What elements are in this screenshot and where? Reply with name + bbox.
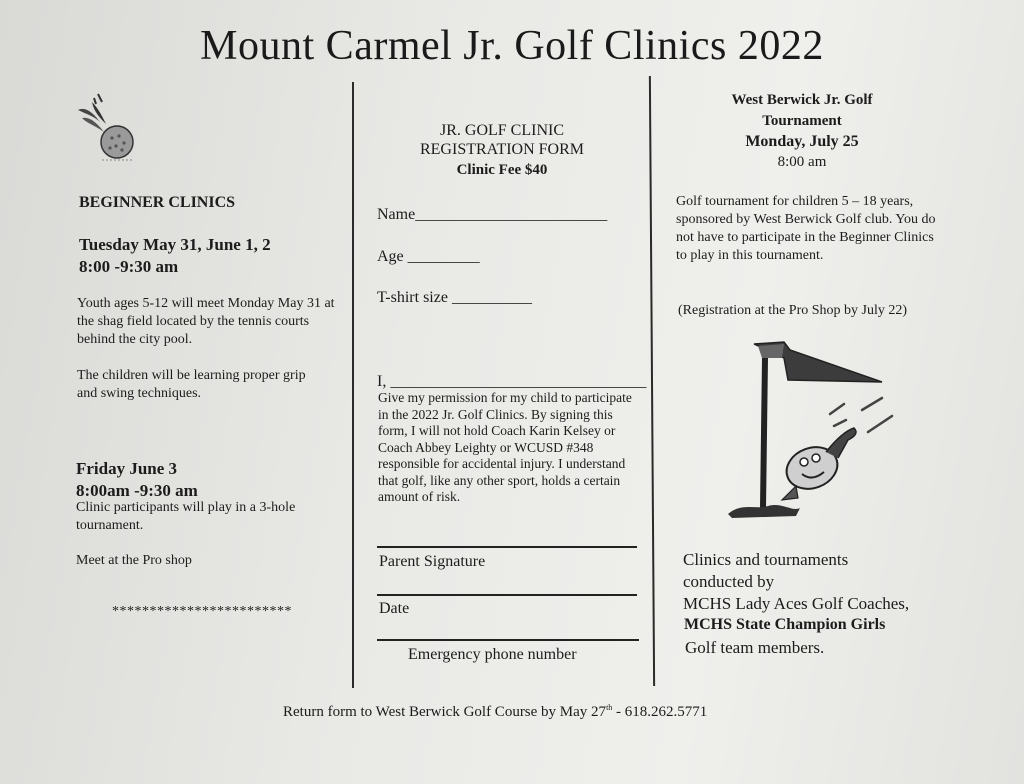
registration-heading-1: JR. GOLF CLINIC <box>439 122 564 139</box>
date-line[interactable] <box>377 594 637 596</box>
column-divider-right <box>649 76 655 686</box>
left-stars-divider: ************************ <box>112 604 292 619</box>
date-label: Date <box>379 600 410 617</box>
emergency-phone-label: Emergency phone number <box>408 646 577 663</box>
left-para-meet: Meet at the Pro shop <box>76 553 192 568</box>
left-para-technique: The children will be learning proper grip and swing techniques. <box>77 368 306 401</box>
return-instructions <box>283 703 707 721</box>
page-title: Mount Carmel Jr. Golf Clinics 2022 <box>200 23 824 69</box>
credits-line-1: Clinics and tournaments <box>683 550 849 569</box>
left-para-youth: Youth ages 5-12 will meet Monday May 31 at the shag field located by the tennis courts behind the city pool. <box>77 296 335 347</box>
column-divider-left <box>352 82 354 688</box>
tshirt-size-field[interactable]: T-shirt size __________ <box>377 289 532 306</box>
left-para-tournament: Clinic participants will play in a 3-hole tournament. <box>76 500 296 533</box>
credits-line-5: Golf team members. <box>685 638 825 657</box>
credits-line-4: MCHS State Champion Girls <box>684 616 886 633</box>
return-date-suffix: th <box>606 703 613 712</box>
session1-dates: Tuesday May 31, June 1, 2 <box>79 235 271 254</box>
return-instructions-text: Return form to West Berwick Golf Course by May 27 <box>283 704 607 720</box>
tournament-heading-2: Tournament <box>762 113 842 129</box>
guardian-name-field[interactable]: I, ________________________________ <box>377 373 647 390</box>
registration-heading-2: REGISTRATION FORM <box>419 141 584 158</box>
tournament-date: Monday, July 25 <box>745 133 859 150</box>
return-phone: - 618.262.5771 <box>612 704 708 720</box>
beginner-clinics-heading: BEGINNER CLINICS <box>79 194 236 211</box>
golf-flag-ball-icon <box>722 336 902 522</box>
credits-line-2: conducted by <box>683 572 775 591</box>
session2-date: Friday June 3 <box>76 459 178 478</box>
tournament-heading-1: West Berwick Jr. Golf <box>731 92 873 108</box>
emergency-phone-line[interactable] <box>377 639 639 641</box>
session1-time: 8:00 -9:30 am <box>79 257 179 276</box>
age-field[interactable]: Age _________ <box>377 248 480 265</box>
tournament-description: Golf tournament for children 5 – 18 years, sponsored by West Berwick Golf club. You do not have to participate in the Beginner Clinics to play in this tournament. <box>676 194 936 263</box>
tournament-registration-note: (Registration at the Pro Shop by July 22) <box>678 303 908 318</box>
credits-line-3: MCHS Lady Aces Golf Coaches, <box>683 594 910 613</box>
parent-signature-label: Parent Signature <box>379 553 486 570</box>
parent-signature-line[interactable] <box>377 546 637 548</box>
golf-ball-flame-icon <box>72 88 142 168</box>
permission-text: Give my permission for my child to participate in the 2022 Jr. Golf Clinics. By signing this form, I will not hold Coach Karin Kelsey or Coach Abbey Leighty or WCUSD #348 responsible for accidental injury. I understand that golf, like any other sport, holds a certain amount of risk. <box>378 390 632 504</box>
name-field[interactable]: Name________________________ <box>377 206 608 223</box>
session2-time: 8:00am -9:30 am <box>76 481 198 500</box>
clinic-fee: Clinic Fee $40 <box>456 162 548 178</box>
tournament-time: 8:00 am <box>777 154 827 170</box>
